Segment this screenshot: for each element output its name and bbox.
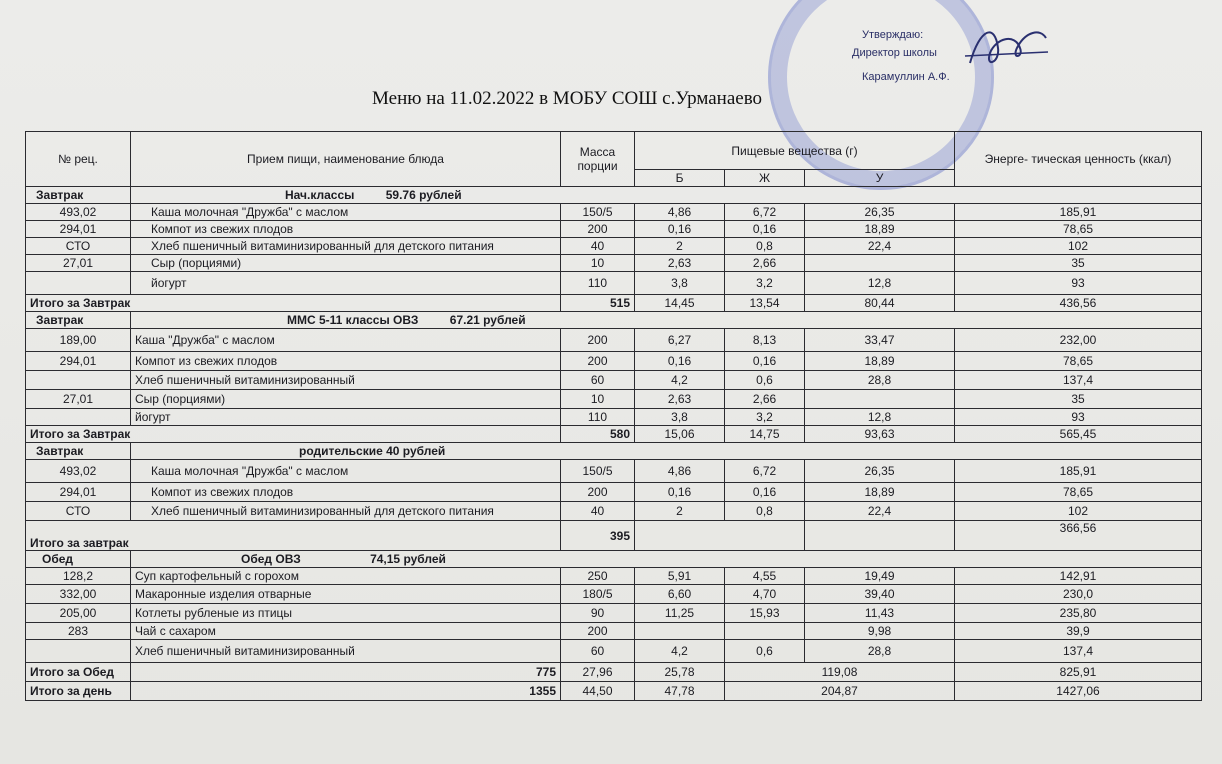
total-row	[26, 426, 1202, 443]
section-meal: Завтрак	[26, 312, 131, 329]
cell-b: 4,86	[635, 204, 725, 221]
cell-num	[26, 272, 131, 295]
cell-name: Хлеб пшеничный витаминизированный для детского питания	[131, 502, 561, 521]
total-empty	[805, 521, 955, 551]
total-u: 204,87	[725, 682, 955, 701]
total-kcal: 825,91	[955, 663, 1202, 682]
cell-mass: 250	[561, 568, 635, 585]
total-zh: 13,54	[725, 295, 805, 312]
section-row	[26, 551, 1202, 568]
total-u: 93,63	[805, 426, 955, 443]
header-row	[26, 132, 1202, 170]
cell-name: йогурт	[131, 272, 561, 295]
cell-num: 294,01	[26, 483, 131, 502]
col-energy-header: Энерге- тическая ценность (ккал)	[955, 132, 1202, 187]
cell-u: 18,89	[805, 352, 955, 371]
total-u: 119,08	[725, 663, 955, 682]
cell-mass: 10	[561, 255, 635, 272]
cell-num: 128,2	[26, 568, 131, 585]
cell-zh: 0,8	[725, 502, 805, 521]
cell-num: 294,01	[26, 221, 131, 238]
cell-mass: 200	[561, 221, 635, 238]
section-meal: Завтрак	[26, 187, 131, 204]
cell-name: Компот из свежих плодов	[131, 221, 561, 238]
total-kcal: 1427,06	[955, 682, 1202, 701]
cell-mass: 10	[561, 390, 635, 409]
total-row	[26, 682, 1202, 701]
cell-b: 4,2	[635, 371, 725, 390]
cell-mass: 40	[561, 502, 635, 521]
approve-line-2: Директор школы	[852, 47, 937, 59]
section-price: 67.21 рублей	[449, 313, 526, 327]
col-mass-header: Масса порции	[561, 132, 635, 187]
cell-num: 332,00	[26, 585, 131, 604]
cell-kcal: 102	[955, 502, 1202, 521]
cell-mass: 200	[561, 329, 635, 352]
total-mass: 580	[561, 426, 635, 443]
cell-mass: 150/5	[561, 204, 635, 221]
section-label	[131, 443, 1202, 460]
cell-name: Суп картофельный с горохом	[131, 568, 561, 585]
cell-u: 9,98	[805, 623, 955, 640]
cell-num: 493,02	[26, 460, 131, 483]
section-price: 59.76 рублей	[385, 188, 462, 202]
cell-kcal: 142,91	[955, 568, 1202, 585]
cell-kcal: 185,91	[955, 460, 1202, 483]
cell-mass: 60	[561, 640, 635, 663]
cell-zh: 2,66	[725, 255, 805, 272]
table-row	[26, 568, 1202, 585]
page-title: Меню на 11.02.2022 в МОБУ СОШ с.Урманаево	[372, 88, 763, 109]
cell-name: Хлеб пшеничный витаминизированный	[131, 371, 561, 390]
approve-line-1: Утверждаю:	[862, 29, 924, 41]
cell-kcal: 35	[955, 390, 1202, 409]
cell-kcal: 102	[955, 238, 1202, 255]
cell-b: 5,91	[635, 568, 725, 585]
cell-b: 0,16	[635, 352, 725, 371]
cell-mass: 90	[561, 604, 635, 623]
table-row	[26, 255, 1202, 272]
total-mass: 1355	[131, 682, 561, 701]
cell-num: СТО	[26, 238, 131, 255]
cell-kcal: 93	[955, 272, 1202, 295]
total-label: Итого за завтрак	[26, 521, 561, 551]
cell-b: 6,27	[635, 329, 725, 352]
cell-b: 2,63	[635, 390, 725, 409]
cell-u: 39,40	[805, 585, 955, 604]
cell-kcal: 235,80	[955, 604, 1202, 623]
cell-num: 493,02	[26, 204, 131, 221]
table-row	[26, 352, 1202, 371]
cell-name: йогурт	[131, 409, 561, 426]
cell-name: Каша "Дружба" с маслом	[131, 329, 561, 352]
cell-kcal: 230,0	[955, 585, 1202, 604]
cell-num	[26, 640, 131, 663]
section-label	[131, 187, 1202, 204]
cell-mass: 200	[561, 623, 635, 640]
cell-u: 28,8	[805, 371, 955, 390]
section-meal: Обед	[26, 551, 131, 568]
cell-b: 4,2	[635, 640, 725, 663]
total-label: Итого за Обед	[26, 663, 131, 682]
cell-kcal: 35	[955, 255, 1202, 272]
cell-zh: 6,72	[725, 460, 805, 483]
cell-u: 11,43	[805, 604, 955, 623]
cell-num	[26, 371, 131, 390]
cell-name: Компот из свежих плодов	[131, 483, 561, 502]
total-kcal: 436,56	[955, 295, 1202, 312]
section-title: Обед ОВЗ	[241, 552, 301, 566]
cell-name: Каша молочная "Дружба" с маслом	[131, 204, 561, 221]
cell-num: 294,01	[26, 352, 131, 371]
approve-line-3: Карамуллин А.Ф.	[862, 71, 950, 83]
total-zh: 25,78	[635, 663, 725, 682]
cell-mass: 200	[561, 352, 635, 371]
cell-zh	[725, 623, 805, 640]
director-signature	[960, 18, 1050, 78]
cell-kcal: 232,00	[955, 329, 1202, 352]
col-num-header: № рец.	[26, 132, 131, 187]
total-zh: 14,75	[725, 426, 805, 443]
cell-b: 3,8	[635, 272, 725, 295]
total-row	[26, 295, 1202, 312]
col-name-header: Прием пищи, наименование блюда	[131, 132, 561, 187]
table-row	[26, 390, 1202, 409]
cell-u: 18,89	[805, 221, 955, 238]
cell-kcal: 137,4	[955, 371, 1202, 390]
cell-u: 22,4	[805, 502, 955, 521]
total-kcal: 565,45	[955, 426, 1202, 443]
cell-zh: 2,66	[725, 390, 805, 409]
table-row	[26, 604, 1202, 623]
cell-b: 2,63	[635, 255, 725, 272]
table-row	[26, 585, 1202, 604]
col-zh-header: Ж	[725, 170, 805, 187]
cell-zh: 0,6	[725, 371, 805, 390]
table-row	[26, 371, 1202, 390]
cell-b: 4,86	[635, 460, 725, 483]
cell-b: 2	[635, 502, 725, 521]
cell-u: 12,8	[805, 409, 955, 426]
total-label: Итого за Завтрак	[26, 426, 561, 443]
cell-mass: 110	[561, 409, 635, 426]
section-row	[26, 187, 1202, 204]
cell-b: 6,60	[635, 585, 725, 604]
cell-zh: 0,8	[725, 238, 805, 255]
total-b: 15,06	[635, 426, 725, 443]
col-nutrients-header: Пищевые вещества (г)	[635, 132, 955, 170]
table-row	[26, 623, 1202, 640]
cell-u: 19,49	[805, 568, 955, 585]
cell-mass: 110	[561, 272, 635, 295]
cell-name: Сыр (порциями)	[131, 255, 561, 272]
cell-num: 27,01	[26, 255, 131, 272]
cell-u: 22,4	[805, 238, 955, 255]
section-row	[26, 312, 1202, 329]
total-b: 27,96	[561, 663, 635, 682]
total-zh: 47,78	[635, 682, 725, 701]
cell-name: Котлеты рубленые из птицы	[131, 604, 561, 623]
cell-zh: 6,72	[725, 204, 805, 221]
cell-u	[805, 390, 955, 409]
cell-num: 205,00	[26, 604, 131, 623]
table-row	[26, 460, 1202, 483]
cell-zh: 0,6	[725, 640, 805, 663]
cell-mass: 150/5	[561, 460, 635, 483]
cell-num: СТО	[26, 502, 131, 521]
total-label: Итого за день	[26, 682, 131, 701]
cell-mass: 60	[561, 371, 635, 390]
cell-u: 26,35	[805, 460, 955, 483]
cell-name: Макаронные изделия отварные	[131, 585, 561, 604]
table-row	[26, 221, 1202, 238]
total-kcal: 366,56	[955, 521, 1202, 551]
total-mass: 395	[561, 521, 635, 551]
cell-u: 33,47	[805, 329, 955, 352]
approval-block	[852, 26, 950, 86]
cell-mass: 40	[561, 238, 635, 255]
cell-zh: 15,93	[725, 604, 805, 623]
cell-b	[635, 623, 725, 640]
section-meal: Завтрак	[26, 443, 131, 460]
cell-num	[26, 409, 131, 426]
cell-u	[805, 255, 955, 272]
cell-name: Каша молочная "Дружба" с маслом	[131, 460, 561, 483]
total-label: Итого за Завтрак	[26, 295, 561, 312]
cell-kcal: 185,91	[955, 204, 1202, 221]
cell-zh: 8,13	[725, 329, 805, 352]
menu-table	[25, 131, 1202, 701]
total-empty	[635, 521, 805, 551]
cell-zh: 0,16	[725, 483, 805, 502]
cell-b: 3,8	[635, 409, 725, 426]
cell-u: 18,89	[805, 483, 955, 502]
cell-name: Чай с сахаром	[131, 623, 561, 640]
cell-name: Хлеб пшеничный витаминизированный	[131, 640, 561, 663]
table-row	[26, 238, 1202, 255]
cell-kcal: 78,65	[955, 352, 1202, 371]
total-b: 44,50	[561, 682, 635, 701]
cell-kcal: 39,9	[955, 623, 1202, 640]
cell-name: Сыр (порциями)	[131, 390, 561, 409]
section-title: родительские 40 рублей	[299, 444, 446, 458]
col-u-header: У	[805, 170, 955, 187]
total-b: 14,45	[635, 295, 725, 312]
cell-b: 0,16	[635, 483, 725, 502]
cell-name: Хлеб пшеничный витаминизированный для детского питания	[131, 238, 561, 255]
cell-zh: 4,55	[725, 568, 805, 585]
table-row	[26, 483, 1202, 502]
cell-b: 11,25	[635, 604, 725, 623]
cell-name: Компот из свежих плодов	[131, 352, 561, 371]
table-row	[26, 329, 1202, 352]
section-label	[131, 551, 1202, 568]
cell-mass: 200	[561, 483, 635, 502]
section-title: Нач.классы	[285, 188, 355, 202]
cell-kcal: 78,65	[955, 221, 1202, 238]
table-row	[26, 502, 1202, 521]
cell-num: 189,00	[26, 329, 131, 352]
section-title: ММС 5-11 классы ОВЗ	[287, 313, 419, 327]
section-row	[26, 443, 1202, 460]
cell-zh: 0,16	[725, 352, 805, 371]
total-mass: 775	[131, 663, 561, 682]
cell-zh: 0,16	[725, 221, 805, 238]
section-label	[131, 312, 1202, 329]
table-row	[26, 409, 1202, 426]
total-row	[26, 521, 1202, 551]
cell-kcal: 137,4	[955, 640, 1202, 663]
cell-num: 283	[26, 623, 131, 640]
cell-num: 27,01	[26, 390, 131, 409]
table-row	[26, 640, 1202, 663]
total-mass: 515	[561, 295, 635, 312]
total-u: 80,44	[805, 295, 955, 312]
table-row	[26, 272, 1202, 295]
table-row	[26, 204, 1202, 221]
cell-b: 2	[635, 238, 725, 255]
cell-u: 12,8	[805, 272, 955, 295]
cell-b: 0,16	[635, 221, 725, 238]
cell-kcal: 93	[955, 409, 1202, 426]
cell-u: 26,35	[805, 204, 955, 221]
col-b-header: Б	[635, 170, 725, 187]
total-row	[26, 663, 1202, 682]
cell-zh: 3,2	[725, 409, 805, 426]
cell-mass: 180/5	[561, 585, 635, 604]
cell-zh: 4,70	[725, 585, 805, 604]
section-price: 74,15 рублей	[370, 552, 446, 566]
cell-kcal: 78,65	[955, 483, 1202, 502]
cell-zh: 3,2	[725, 272, 805, 295]
cell-u: 28,8	[805, 640, 955, 663]
